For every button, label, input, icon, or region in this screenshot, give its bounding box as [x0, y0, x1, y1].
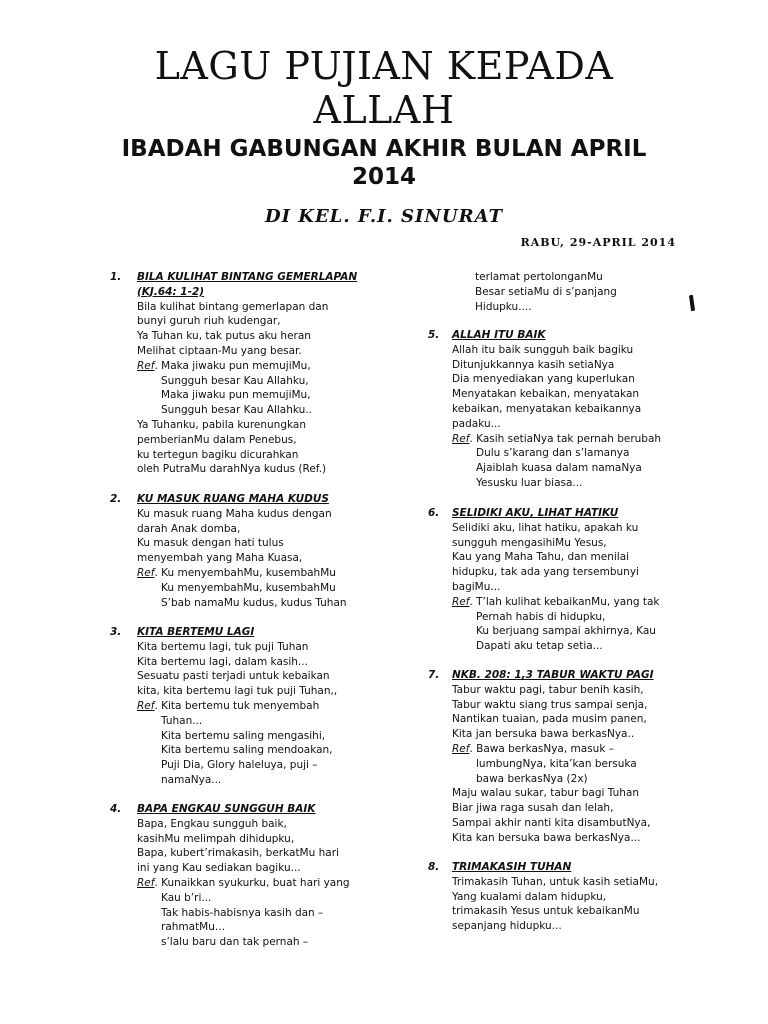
refrain-line: Ku menyembahMu, kusembahMu — [161, 581, 336, 594]
refrain-line: Pernah habis di hidupku, — [476, 610, 606, 623]
refrain-line: Dulu s’karang dan s’lamanya — [476, 447, 630, 460]
refrain-label: Ref — [137, 876, 155, 889]
refrain-text: . Maka jiwaku pun memujiMu, — [154, 359, 311, 372]
refrain-first-line — [137, 359, 410, 374]
refrain-line: terlamat pertolonganMu — [475, 271, 603, 283]
refrain-text: . T’lah kulihat kebaikanMu, yang tak — [469, 595, 660, 608]
refrain-text: . Kunaikkan syukurku, buat hari yang — [154, 876, 350, 889]
refrain-first-line — [452, 595, 708, 610]
refrain-line: Sungguh besar Kau Allahku.. — [161, 404, 312, 417]
refrain-line: Dapati aku tetap setia... — [476, 640, 603, 653]
lyric-line: Biar jiwa raga susah dan lelah, — [452, 802, 614, 815]
refrain-line: bawa berkasNya (2x) — [476, 772, 588, 785]
refrain-first-line — [137, 699, 410, 714]
refrain-line: Tuhan... — [161, 714, 203, 727]
song-4 — [110, 802, 410, 950]
lyric-line: Dia menyediakan yang kuperlukan — [452, 373, 635, 386]
lyric-line: pemberianMu dalam Penebus, — [137, 433, 297, 446]
refrain-text: . Ku menyembahMu, kusembahMu — [154, 566, 336, 579]
lyric-line: Bapa, kubert’rimakasih, berkatMu hari — [137, 847, 339, 860]
refrain-line: Maka jiwaku pun memujiMu, — [161, 389, 311, 402]
refrain-label: Ref — [452, 432, 470, 445]
lyric-line: sepanjang hidupku... — [452, 920, 562, 933]
lyric-line: kebaikan, menyatakan kebaikannya — [452, 402, 642, 415]
song-7 — [428, 668, 708, 846]
song-title: KITA BERTEMU LAGI — [137, 626, 255, 638]
refrain-label: Ref — [137, 699, 155, 712]
refrain-line: Ku berjuang sampai akhirnya, Kau — [476, 625, 656, 638]
song-8 — [428, 860, 708, 934]
song-1 — [110, 270, 410, 477]
song-number: 7. — [428, 669, 440, 681]
song-number: 8. — [428, 861, 440, 873]
lyric-line: Selidiki aku, lihat hatiku, apakah ku — [452, 521, 639, 534]
song-3 — [110, 625, 410, 788]
page-title-line1: LAGU PUJIAN KEPADA — [154, 44, 614, 88]
song-2 — [110, 492, 410, 610]
song-number: 4. — [110, 803, 122, 815]
lyric-line: Allah itu baik sungguh baik bagiku — [452, 343, 634, 356]
lyric-line: Tabur waktu siang trus sampai senja, — [452, 698, 648, 711]
lyric-line: Kita kan bersuka bawa berkasNya... — [452, 831, 641, 844]
lyric-line: Kita jan bersuka bawa berkasNya.. — [452, 728, 635, 741]
lyric-line: Maju walau sukar, tabur bagi Tuhan — [452, 787, 639, 800]
lyric-line: Nantikan tuaian, pada musim panen, — [452, 713, 647, 726]
lyric-line: ini yang Kau sediakan bagiku... — [137, 862, 301, 875]
song-number: 3. — [110, 626, 122, 638]
lyric-line: Bila kulihat bintang gemerlapan dan — [137, 300, 329, 313]
lyric-line: Ya Tuhanku, pabila kurenungkan — [137, 418, 306, 431]
song-5 — [428, 328, 708, 491]
lyric-line: Ditunjukkannya kasih setiaNya — [452, 358, 615, 371]
refrain-label: Ref — [452, 595, 470, 608]
song-number: 6. — [428, 507, 440, 519]
refrain-line: Yesusku luar biasa... — [476, 476, 583, 489]
refrain-line: s’lalu baru dan tak pernah – — [161, 936, 309, 949]
refrain-label: Ref — [452, 742, 470, 755]
refrain-label: Ref — [137, 566, 155, 579]
lyric-line: hidupku, tak ada yang tersembunyi — [452, 566, 639, 579]
song-title: BILA KULIHAT BINTANG GEMERLAPAN — [137, 271, 358, 283]
lyric-line: Yang kualami dalam hidupku, — [452, 890, 607, 903]
song-4-continued — [428, 270, 708, 314]
lyric-line: kasihMu melimpah dihidupku, — [137, 832, 295, 845]
refrain-line: Hidupku.... — [475, 300, 532, 313]
lyric-line: Ku masuk ruang Maha kudus dengan — [137, 507, 332, 520]
refrain-line: lumbungNya, kita’kan bersuka — [476, 757, 637, 770]
refrain-line: Kau b’ri... — [161, 891, 212, 904]
song-number: 1. — [110, 271, 122, 283]
subtitle-line1: IBADAH GABUNGAN AKHIR BULAN APRIL — [121, 136, 647, 162]
refrain-first-line — [137, 566, 410, 581]
lyric-line: Sesuatu pasti terjadi untuk kebaikan — [137, 670, 330, 683]
lyric-line: Sampai akhir nanti kita disambutNya, — [452, 816, 651, 829]
song-number: 2. — [110, 493, 122, 505]
lyric-line: padaku... — [452, 417, 501, 430]
refrain-text: . Kasih setiaNya tak pernah berubah — [469, 432, 662, 445]
lyric-line: sungguh mengasihiMu Yesus, — [452, 536, 607, 549]
song-title: ALLAH ITU BAIK — [452, 329, 546, 341]
lyric-line: Ku masuk dengan hati tulus — [137, 537, 284, 550]
refrain-line: Ajaiblah kuasa dalam namaNya — [476, 462, 642, 475]
lyric-line: Bapa, Engkau sungguh baik, — [137, 817, 287, 830]
refrain-line: Puji Dia, Glory haleluya, puji – — [161, 759, 318, 772]
song-title: BAPA ENGKAU SUNGGUH BAIK — [137, 803, 316, 815]
lyric-line: Kita bertemu lagi, tuk puji Tuhan — [137, 640, 309, 653]
song-title: KU MASUK RUANG MAHA KUDUS — [137, 493, 329, 505]
page-title-line2: ALLAH — [313, 88, 455, 132]
event-date: RABU, 29-APRIL 2014 — [520, 236, 676, 249]
lyric-line: Kau yang Maha Tahu, dan menilai — [452, 551, 630, 564]
lyric-line: Menyatakan kebaikan, menyatakan — [452, 388, 640, 401]
refrain-label: Ref — [137, 359, 155, 372]
refrain-first-line — [452, 432, 708, 447]
refrain-line: namaNya... — [161, 773, 222, 786]
refrain-line: Kita bertemu saling mendoakan, — [161, 744, 333, 757]
lyric-line: Melihat ciptaan-Mu yang besar. — [137, 344, 302, 357]
song-title: TRIMAKASIH TUHAN — [452, 861, 572, 873]
lyric-line: Kita bertemu lagi, dalam kasih... — [137, 655, 308, 668]
lyric-line: bagiMu... — [452, 580, 501, 593]
refrain-line: Tak habis-habisnya kasih dan – — [161, 906, 324, 919]
refrain-text: . Bawa berkasNya, masuk – — [469, 742, 615, 755]
refrain-first-line — [137, 876, 410, 891]
song-number: 5. — [428, 329, 440, 341]
song-title: NKB. 208: 1,3 TABUR WAKTU PAGI — [452, 669, 654, 681]
subtitle-line2: 2014 — [351, 164, 416, 190]
refrain-text: . Kita bertemu tuk menyembah — [154, 699, 320, 712]
song-reference: (KJ.64: 1-2) — [137, 285, 205, 298]
lyric-line: bunyi guruh riuh kudengar, — [137, 315, 281, 328]
lyric-line: Tabur waktu pagi, tabur benih kasih, — [452, 683, 644, 696]
lyric-line: Ya Tuhan ku, tak putus aku heran — [137, 330, 311, 343]
refrain-line: S’bab namaMu kudus, kudus Tuhan — [161, 596, 347, 609]
lyric-line: menyembah yang Maha Kuasa, — [137, 552, 303, 565]
lyric-line: ku tertegun bagiku dicurahkan — [137, 448, 299, 461]
lyric-line: darah Anak domba, — [137, 522, 241, 535]
song-title: SELIDIKI AKU, LIHAT HATIKU — [452, 507, 619, 519]
song-6 — [428, 506, 708, 654]
refrain-line: Sungguh besar Kau Allahku, — [161, 374, 309, 387]
refrain-line: Kita bertemu saling mengasihi, — [161, 729, 326, 742]
lyric-line: Trimakasih Tuhan, untuk kasih setiaMu, — [452, 875, 659, 888]
lyric-line: trimakasih Yesus untuk kebaikanMu — [452, 905, 640, 918]
venue: DI KEL. F.I. SINURAT — [265, 206, 503, 227]
refrain-first-line — [452, 742, 708, 757]
lyric-line: kita, kita bertemu lagi tuk puji Tuhan,, — [137, 685, 338, 698]
lyric-line: oleh PutraMu darahNya kudus (Ref.) — [137, 463, 327, 476]
refrain-line: rahmatMu... — [161, 921, 225, 934]
refrain-line: Besar setiaMu di s’panjang — [475, 285, 617, 298]
